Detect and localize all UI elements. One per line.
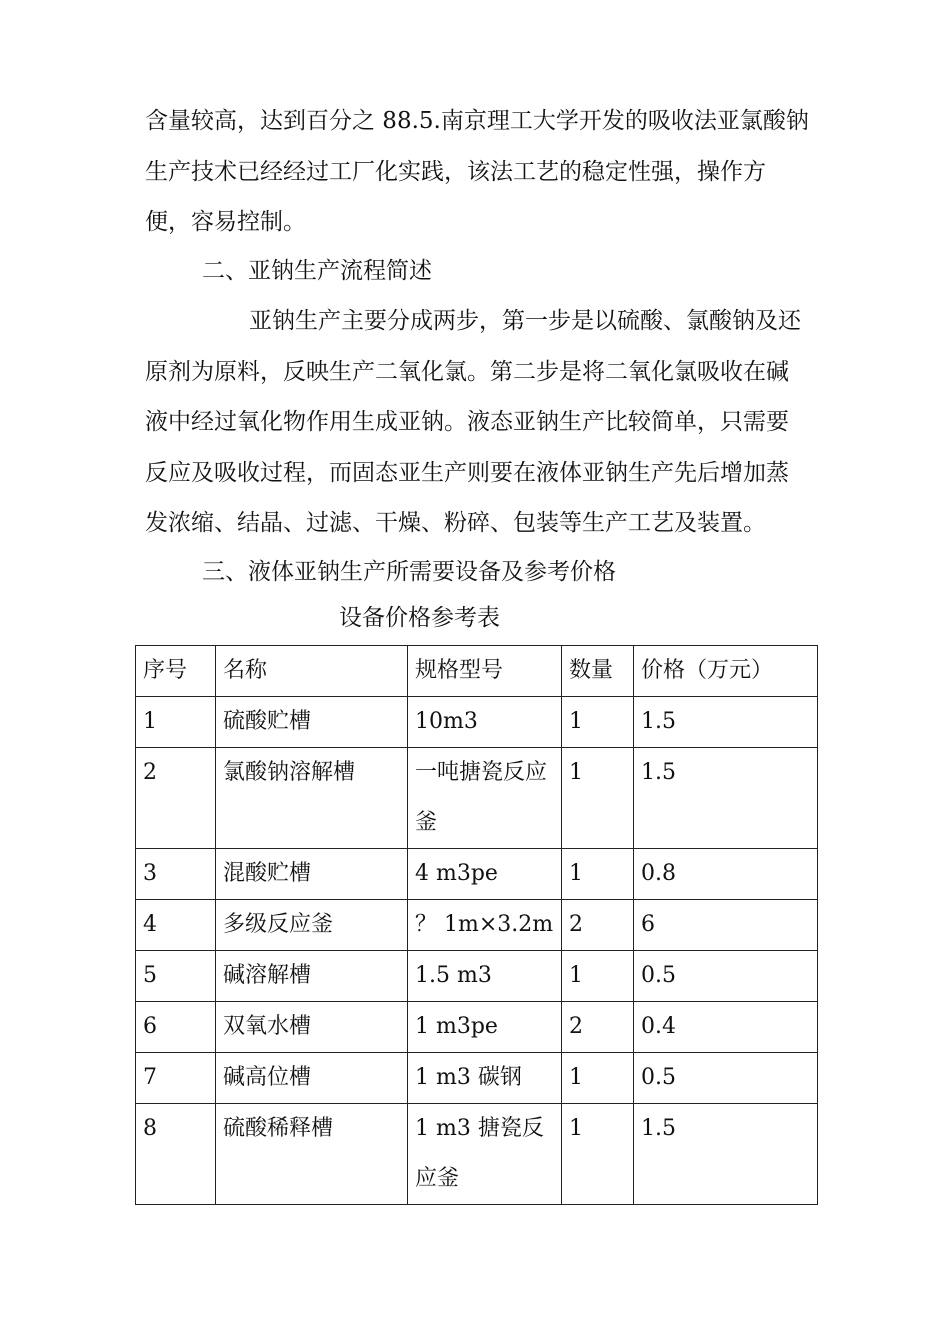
table-row xyxy=(136,951,818,1002)
header-name: 名称 xyxy=(216,646,408,697)
table-row xyxy=(136,748,818,849)
header-index: 序号 xyxy=(136,646,216,697)
cell-quantity: 1 xyxy=(562,951,634,1002)
table-row xyxy=(136,697,818,748)
cell-index: 1 xyxy=(136,697,216,748)
header-quantity: 数量 xyxy=(562,646,634,697)
cell-spec: 1 m3pe xyxy=(408,1002,562,1053)
cell-price: 1.5 xyxy=(634,1104,818,1205)
cell-price: 1.5 xyxy=(634,697,818,748)
cell-name: 硫酸稀释槽 xyxy=(216,1104,408,1205)
cell-name: 双氧水槽 xyxy=(216,1002,408,1053)
table-row xyxy=(136,1053,818,1104)
equipment-price-table xyxy=(135,645,818,1205)
header-price: 价格（万元） xyxy=(634,646,818,697)
cell-name: 碱高位槽 xyxy=(216,1053,408,1104)
cell-price: 0.5 xyxy=(634,951,818,1002)
cell-spec: 1 m3 碳钢 xyxy=(408,1053,562,1104)
cell-quantity: 1 xyxy=(562,697,634,748)
cell-quantity: 1 xyxy=(562,849,634,900)
cell-index: 5 xyxy=(136,951,216,1002)
header-spec: 规格型号 xyxy=(408,646,562,697)
cell-name: 混酸贮槽 xyxy=(216,849,408,900)
cell-spec: 10m3 xyxy=(408,697,562,748)
cell-name: 硫酸贮槽 xyxy=(216,697,408,748)
cell-spec: 1.5 m3 xyxy=(408,951,562,1002)
cell-quantity: 1 xyxy=(562,1104,634,1205)
cell-quantity: 1 xyxy=(562,748,634,849)
table-header-row xyxy=(136,646,818,697)
cell-index: 7 xyxy=(136,1053,216,1104)
cell-spec: ？ 1m×3.2m xyxy=(408,900,562,951)
cell-index: 3 xyxy=(136,849,216,900)
cell-quantity: 2 xyxy=(562,1002,634,1053)
cell-name: 氯酸钠溶解槽 xyxy=(216,748,408,849)
table-caption: 设备价格参考表 xyxy=(339,605,500,631)
section-heading-2: 二、亚钠生产流程简述 xyxy=(202,258,432,284)
table-row xyxy=(136,849,818,900)
cell-price: 6 xyxy=(634,900,818,951)
cell-index: 2 xyxy=(136,748,216,849)
body-paragraph-1: 含量较高，达到百分之 88.5.南京理工大学开发的吸收法亚氯酸钠生产技术已经经过工厂化实践，该法工艺的稳定性强，操作方便，容易控制。 xyxy=(145,108,809,235)
cell-price: 1.5 xyxy=(634,748,818,849)
cell-spec: 4 m3pe xyxy=(408,849,562,900)
cell-price: 0.8 xyxy=(634,849,818,900)
table-row xyxy=(136,900,818,951)
cell-price: 0.4 xyxy=(634,1002,818,1053)
body-paragraph-2: 亚钠生产主要分成两步，第一步是以硫酸、氯酸钠及还原剂为原料，反映生产二氧化氯。第二步是将二氧化氯吸收在碱液中经过氧化物作用生成亚钠。液态亚钠生产比较简单，只需要反应及吸收过程，而固态亚生产则要在液体亚钠生产先后增加蒸发浓缩、结晶、过滤、干燥、粉碎、包装等生产工艺及装置。 xyxy=(145,308,801,536)
cell-index: 4 xyxy=(136,900,216,951)
cell-price: 0.5 xyxy=(634,1053,818,1104)
table-row xyxy=(136,1104,818,1205)
section-heading-3: 三、液体亚钠生产所需要设备及参考价格 xyxy=(202,559,616,585)
cell-name: 多级反应釜 xyxy=(216,900,408,951)
cell-quantity: 1 xyxy=(562,1053,634,1104)
cell-name: 碱溶解槽 xyxy=(216,951,408,1002)
cell-quantity: 2 xyxy=(562,900,634,951)
cell-index: 6 xyxy=(136,1002,216,1053)
cell-spec: 一吨搪瓷反应釜 xyxy=(408,748,562,849)
cell-spec: 1 m3 搪瓷反应釜 xyxy=(408,1104,562,1205)
cell-index: 8 xyxy=(136,1104,216,1205)
table-row xyxy=(136,1002,818,1053)
